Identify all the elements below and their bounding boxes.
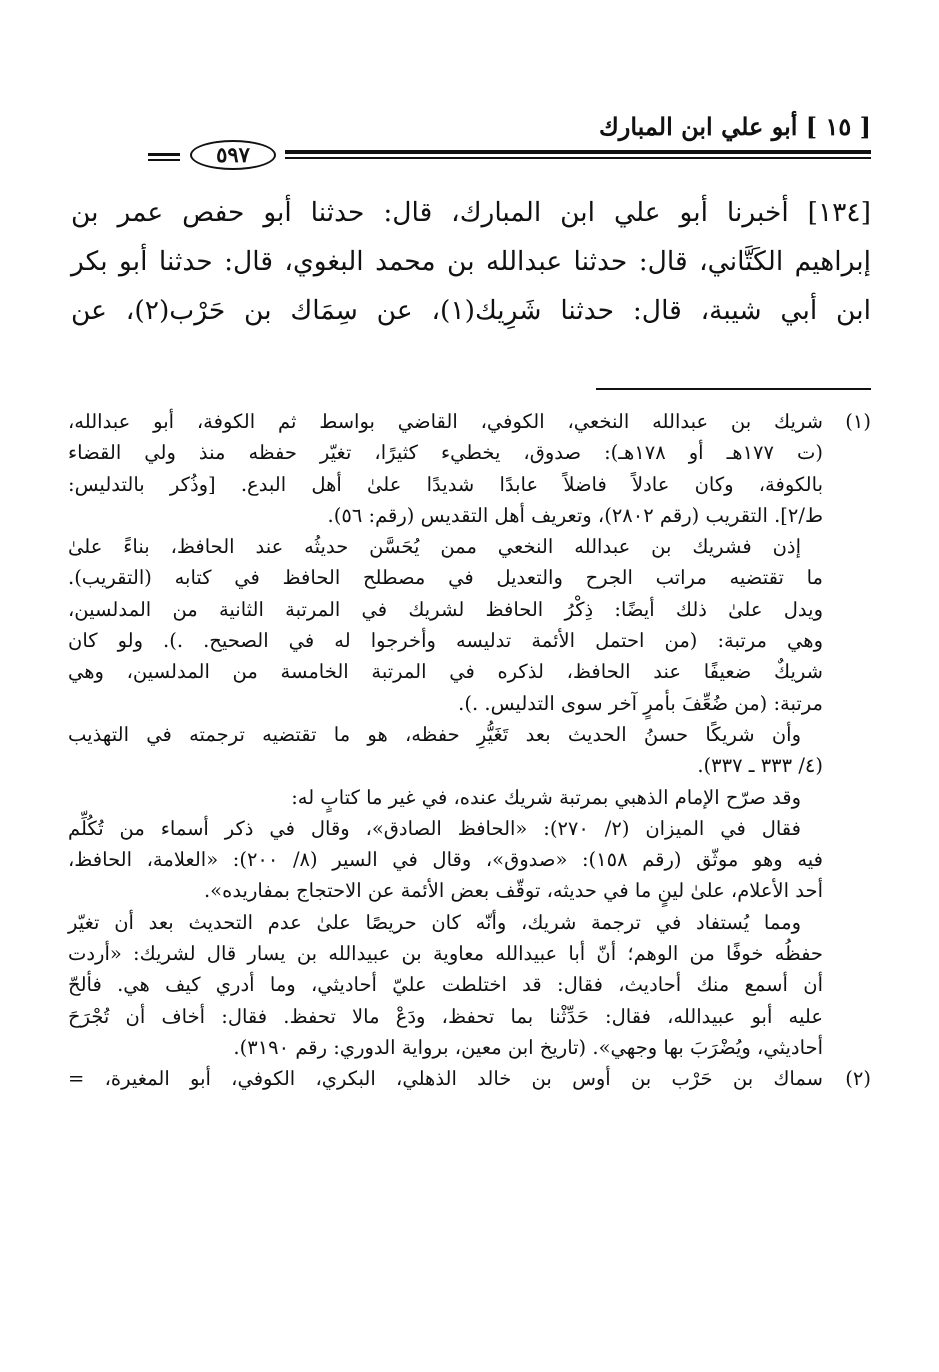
- footnote-line: حفظُه خوفًا من الوهم؛ أنّ أبا عبيدالله معاوية بن عبيدالله بن يسار قال لشريك: «أردت: [68, 942, 823, 966]
- footnote-line: فيه وهو موثّق (رقم ١٥٨): «صدوق»، وقال في السير (٨/ ٢٠٠): «العلامة، الحافظ،: [68, 848, 823, 872]
- footnote-number: (٢): [845, 1067, 871, 1091]
- header-rule-left: [148, 153, 180, 156]
- footnote-line: وقد صرّح الإمام الذهبي بمرتبة شريك عنده، في غير ما كتابٍ له:: [291, 785, 801, 809]
- footnote-divider: [596, 388, 871, 390]
- page-number: ٥٩٧: [190, 140, 276, 170]
- footnote-line: سماك بن حَرْب بن أوس بن خالد الذهلي، البكري، الكوفي، أبو المغيرة، =: [68, 1067, 823, 1091]
- footnote-line: أحد الأعلام، علىٰ لينٍ ما في حديثه، توقّف بعض الأئمة عن الاحتجاج بمفاريده».: [203, 879, 823, 903]
- footnote-line: ويدل علىٰ ذلك أيضًا: ذِكْرُ الحافظ لشريك في المرتبة الثانية من المدلسين،: [68, 597, 823, 621]
- footnote-line: ط/٢]. التقريب (رقم ٢٨٠٢)، وتعريف أهل التقديس (رقم: ٥٦).: [327, 503, 823, 527]
- main-text: [71, 188, 871, 335]
- footnote-line: عليه أبو عبيدالله، فقال: حَدِّثْنا بما تحفظ، ودَعْ مالا تحفظ. فقال: أخاف أن تُجْرَحَ: [68, 1004, 823, 1028]
- footnote-number: (١): [845, 410, 871, 433]
- running-header-title: [ ١٥ ] أبو علي ابن المبارك: [598, 112, 871, 141]
- footnote-line: فقال في الميزان (٢/ ٢٧٠): «الحافظ الصادق»، وقال في ذكر أسماء من تُكُلِّم: [68, 816, 801, 840]
- footnote-line: ومما يُستفاد في ترجمة شريك، وأنّه كان حريصًا علىٰ عدم التحديث بعد أن تغيّر: [68, 910, 801, 934]
- footnote-line: (ت ١٧٧هـ أو ١٧٨هـ): صدوق، يخطيء كثيرًا، تغيّر حفظه منذ ولي القضاء: [68, 441, 823, 465]
- footnote-line: شريك بن عبدالله النخعي، الكوفي، القاضي بواسط ثم الكوفة، أبو عبدالله،: [68, 410, 823, 433]
- header-rule: [285, 150, 871, 154]
- main-line: ابن أبي شيبة، قال: حدثنا شَرِيك(١)، عن سِمَاك بن حَرْب(٢)، عن: [71, 295, 871, 326]
- footnote-line: إذن فشريك بن عبدالله النخعي ممن يُحَسَّن حديثُه عند الحافظ، بناءً علىٰ: [68, 535, 801, 559]
- header-rule-left-thin: [148, 159, 180, 161]
- footnote-line: وأن شريكًا حسنُ الحديث بعد تَغَيُّرِ حفظه، هو ما تقتضيه ترجمته في التهذيب: [68, 722, 801, 746]
- footnote-line: شريكٌ ضعيفًا عند الحافظ، لذكره في المرتبة الخامسة من المدلسين، وهي: [68, 660, 823, 684]
- main-line: إبراهيم الكَتَّاني، قال: حدثنا عبدالله بن محمد البغوي، قال: حدثنا أبو بكر: [71, 246, 871, 277]
- footnote-line: ما تقتضيه مراتب الجرح والتعديل في مصطلح الحافظ في كتابه (التقريب).: [68, 566, 823, 590]
- footnote-2: [68, 1063, 871, 1094]
- main-line: [١٣٤] أخبرنا أبو علي ابن المبارك، قال: حدثنا أبو حفص عمر بن: [71, 197, 871, 228]
- footnote-line: وهي مرتبة: (من احتمل الأئمة تدليسه وأخرجوا له في الصحيح. .). ولو كان: [68, 629, 823, 653]
- footnote-line: أحاديثي، ويُضْرَبَ بها وجهي». (تاريخ ابن معين، برواية الدوري: رقم ٣١٩٠).: [233, 1035, 823, 1059]
- footnote-line: بالكوفة، وكان عادلاً فاضلاً عابدًا شديدًا علىٰ أهل البدع. [وذُكر بالتدليس:: [68, 472, 823, 496]
- footnote-line: أن أسمع منك أحاديث، فقال: قد اختلطت عليّ أحاديثي، وما أدري كيف هي. فألحّ: [68, 973, 823, 997]
- footnotes: [68, 406, 871, 1095]
- footnote-1: [68, 406, 871, 1063]
- header-rule-thin: [285, 157, 871, 159]
- footnote-line: مرتبة: (من ضُعِّفَ بأمرٍ آخر سوى التدليس. .).: [458, 691, 823, 715]
- footnote-line: (٤/ ٣٣٣ ـ ٣٣٧).: [697, 754, 823, 778]
